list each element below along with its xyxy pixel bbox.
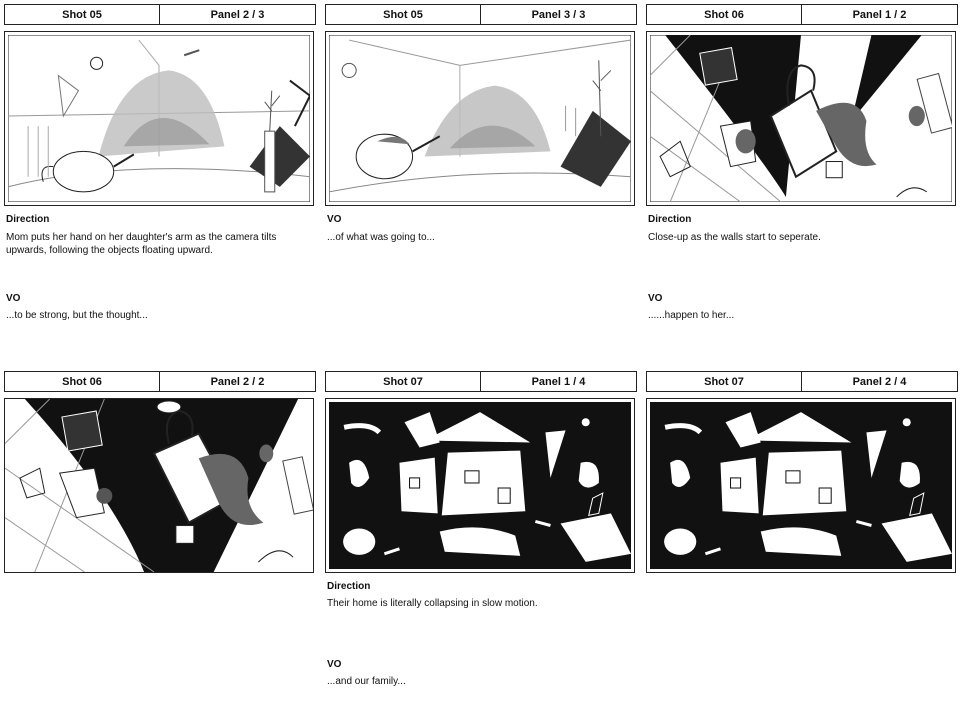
storyboard-frame — [325, 31, 635, 206]
shot-label: Shot 06 — [5, 372, 160, 391]
kitchen-sketch-tilted-icon — [329, 35, 631, 202]
storyboard-frame — [646, 398, 956, 573]
vo-label: VO — [327, 659, 342, 670]
panel-number: Panel 3 / 3 — [531, 8, 586, 21]
panel-header — [325, 371, 637, 392]
storyboard-panel-6 — [646, 371, 958, 573]
panel-header — [646, 371, 958, 392]
floating-mug-closeup-icon — [650, 35, 952, 202]
storyboard-panel-5 — [325, 371, 637, 687]
storyboard-frame — [4, 31, 314, 206]
shot-label: Shot 05 — [5, 5, 160, 24]
collapsing-house-silhouette-icon — [650, 402, 952, 569]
vo-text: ...to be strong, but the thought... — [6, 310, 148, 321]
storyboard-panel-4 — [4, 371, 316, 573]
panel-header — [325, 4, 637, 25]
shot-label: Shot 07 — [326, 372, 481, 391]
panel-number: Panel 2 / 2 — [210, 375, 265, 388]
shot-label: Shot 05 — [326, 5, 481, 24]
panel-number: Panel 1 / 4 — [531, 375, 586, 388]
panel-number: Panel 2 / 4 — [852, 375, 907, 388]
shot-label: Shot 07 — [647, 372, 802, 391]
floating-mug-wide-icon — [5, 399, 313, 572]
vo-text: ...of what was going to... — [327, 232, 435, 243]
vo-text: ...and our family... — [327, 676, 406, 687]
vo-label: VO — [6, 293, 21, 304]
panel-header — [4, 371, 316, 392]
storyboard-panel-1 — [4, 4, 316, 321]
vo-label: VO — [327, 214, 342, 225]
storyboard-panel-3 — [646, 4, 958, 321]
kitchen-sketch-teapot-icon — [8, 35, 310, 202]
direction-label: Direction — [6, 214, 50, 225]
direction-text: Their home is literally collapsing in slow motion. — [327, 598, 538, 609]
collapsing-house-silhouette-icon — [329, 402, 631, 569]
direction-label: Direction — [327, 581, 371, 592]
storyboard-frame — [4, 398, 314, 573]
vo-label: VO — [648, 293, 663, 304]
direction-text: Mom puts her hand on her daughter's arm as the camera tilts upwards, following the objects floating upward. — [6, 232, 277, 256]
storyboard-frame — [325, 398, 635, 573]
panel-header — [646, 4, 958, 25]
panel-header — [4, 4, 316, 25]
storyboard-panel-2 — [325, 4, 637, 243]
panel-number: Panel 2 / 3 — [210, 8, 265, 21]
vo-text: ......happen to her... — [648, 310, 735, 321]
storyboard-frame — [646, 31, 956, 206]
panel-number: Panel 1 / 2 — [852, 8, 907, 21]
direction-text: Close-up as the walls start to seperate. — [648, 232, 821, 243]
shot-label: Shot 06 — [647, 5, 802, 24]
direction-label: Direction — [648, 214, 692, 225]
